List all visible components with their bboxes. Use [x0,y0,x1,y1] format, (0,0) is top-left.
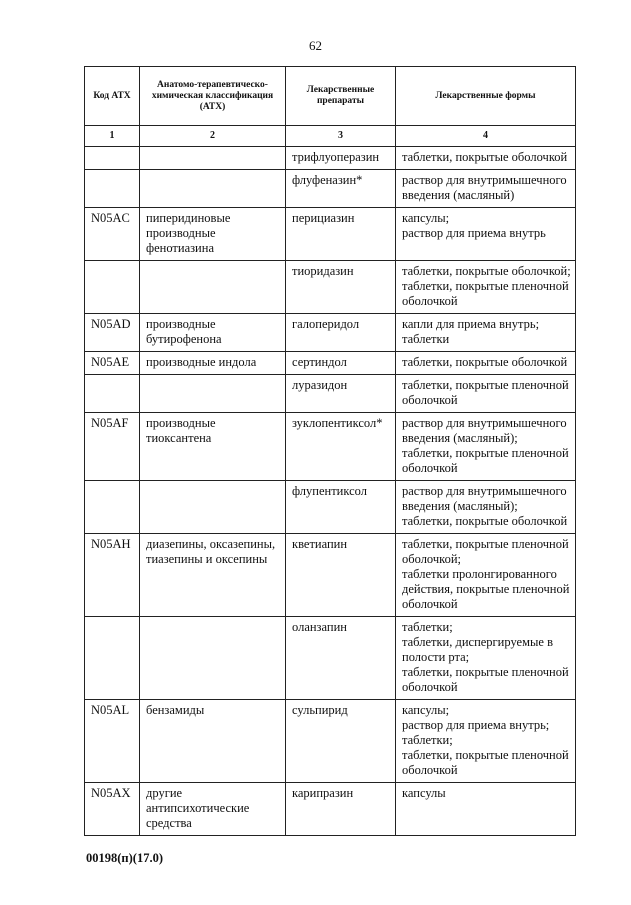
header-forms: Лекарственные формы [396,67,576,126]
table-row [85,170,576,208]
atx-classification-cell: диазепины, оксазепины, тиазепины и оксепины [140,534,286,617]
atx-classification-cell: другие антипсихотические средства [140,783,286,836]
atx-code-cell: N05AD [85,314,140,352]
atx-code-cell: N05AF [85,413,140,481]
header-row [85,67,576,126]
atx-classification-cell [140,481,286,534]
atx-code-cell [85,375,140,413]
dosage-forms-cell: таблетки, покрытые пленочной оболочкой; таблетки пролонгированного действия, покрытые пленочной оболочкой [396,534,576,617]
table-row [85,261,576,314]
atx-table [84,66,576,836]
atx-code-cell [85,170,140,208]
page-number: 62 [309,38,322,53]
atx-classification-cell: бензамиды [140,700,286,783]
table-row [85,413,576,481]
dosage-forms-cell: таблетки, покрытые пленочной оболочкой [396,375,576,413]
atx-code-cell [85,481,140,534]
table-row [85,617,576,700]
atx-classification-cell: производные тиоксантена [140,413,286,481]
atx-classification-cell: производные индола [140,352,286,375]
atx-code-cell [85,617,140,700]
dosage-forms-cell: капли для приема внутрь; таблетки [396,314,576,352]
header-drugs: Лекарственные препараты [286,67,396,126]
dosage-forms-cell: таблетки, покрытые оболочкой; таблетки, покрытые пленочной оболочкой [396,261,576,314]
drug-name-cell: тиоридазин [286,261,396,314]
drug-name-cell: перициазин [286,208,396,261]
atx-classification-cell: пиперидиновые производные фенотиазина [140,208,286,261]
dosage-forms-cell: таблетки; таблетки, диспергируемые в полости рта; таблетки, покрытые пленочной оболочкой [396,617,576,700]
dosage-forms-cell: капсулы; раствор для приема внутрь; таблетки; таблетки, покрытые пленочной оболочкой [396,700,576,783]
table-body [85,147,576,836]
drug-name-cell: сертиндол [286,352,396,375]
atx-classification-cell: производные бутирофенона [140,314,286,352]
atx-classification-cell [140,261,286,314]
dosage-forms-cell: раствор для внутримышечного введения (масляный); таблетки, покрытые пленочной оболочкой [396,413,576,481]
drug-name-cell: флупентиксол [286,481,396,534]
column-number: 3 [286,126,396,147]
atx-code-cell: N05AL [85,700,140,783]
drug-name-cell: флуфеназин* [286,170,396,208]
table-row [85,352,576,375]
drug-name-cell: галоперидол [286,314,396,352]
table-row [85,147,576,170]
atx-code-cell: N05AX [85,783,140,836]
table-row [85,481,576,534]
column-number: 1 [85,126,140,147]
table-row [85,375,576,413]
column-number-row [85,126,576,147]
atx-code-cell: N05AC [85,208,140,261]
table-row [85,208,576,261]
drug-name-cell: карипразин [286,783,396,836]
drug-name-cell: кветиапин [286,534,396,617]
atx-code-cell [85,147,140,170]
table-row [85,783,576,836]
atx-classification-cell [140,147,286,170]
atx-code-cell: N05AH [85,534,140,617]
drug-name-cell: луразидон [286,375,396,413]
atx-code-cell [85,261,140,314]
table-row [85,314,576,352]
atx-classification-cell [140,617,286,700]
dosage-forms-cell: таблетки, покрытые оболочкой [396,352,576,375]
table-row [85,534,576,617]
drug-name-cell: оланзапин [286,617,396,700]
dosage-forms-cell: капсулы [396,783,576,836]
drug-name-cell: зуклопентиксол* [286,413,396,481]
header-classification: Анатомо-терапевтическо-химическая классификация (АТХ) [140,67,286,126]
atx-code-cell: N05AE [85,352,140,375]
dosage-forms-cell: раствор для внутримышечного введения (масляный); таблетки, покрытые оболочкой [396,481,576,534]
atx-classification-cell [140,375,286,413]
header-code: Код АТХ [85,67,140,126]
dosage-forms-cell: таблетки, покрытые оболочкой [396,147,576,170]
dosage-forms-cell: капсулы; раствор для приема внутрь [396,208,576,261]
drug-name-cell: трифлуоперазин [286,147,396,170]
dosage-forms-cell: раствор для внутримышечного введения (масляный) [396,170,576,208]
drug-name-cell: сульпирид [286,700,396,783]
atx-classification-cell [140,170,286,208]
column-number: 2 [140,126,286,147]
column-number: 4 [396,126,576,147]
document-code: 00198(п)(17.0) [86,851,163,865]
table-row [85,700,576,783]
